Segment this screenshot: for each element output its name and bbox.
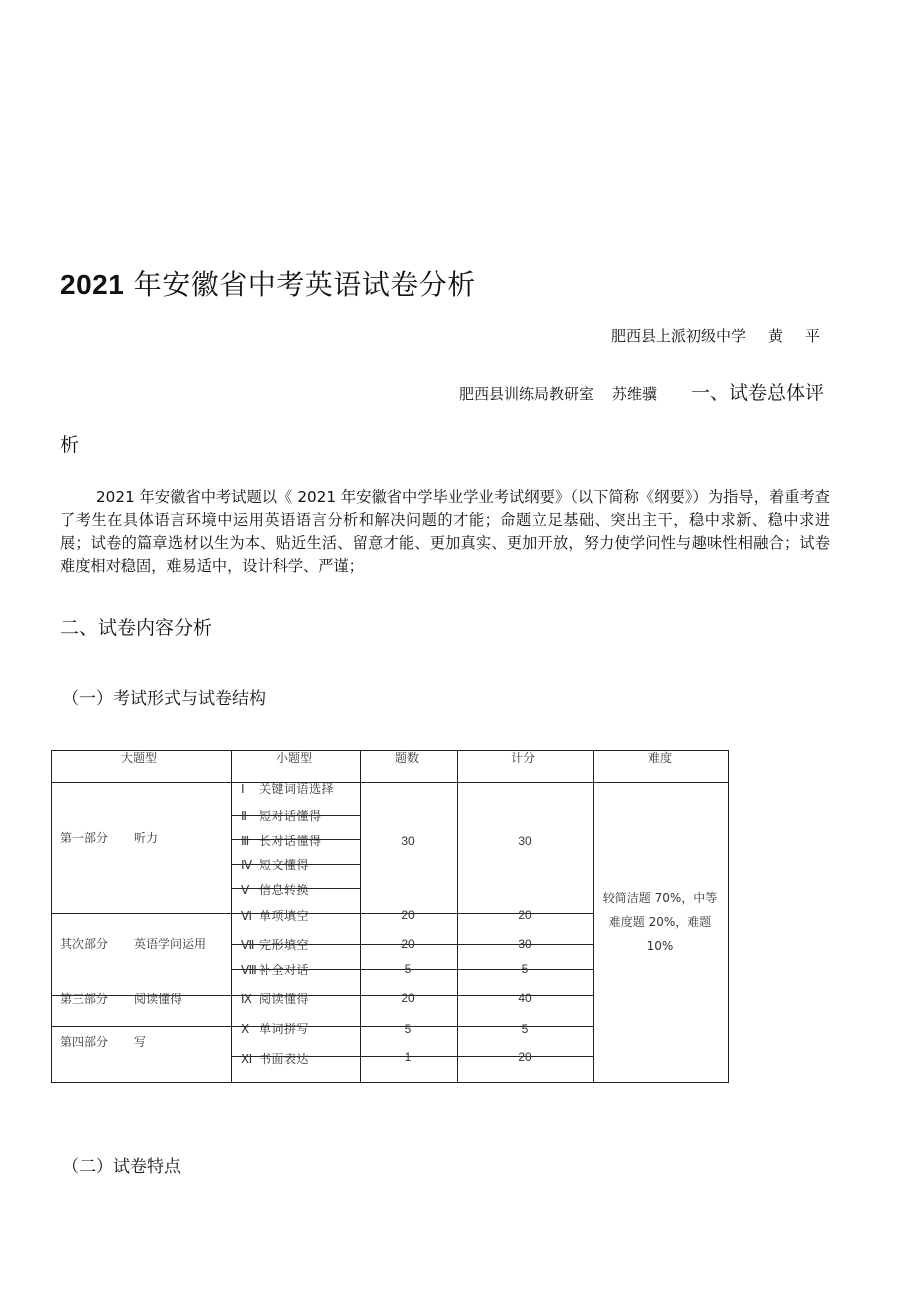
listening-count: 30	[401, 834, 415, 848]
subtype-row	[241, 780, 334, 797]
part-number: 第三部分	[60, 992, 109, 1006]
table-border-right	[728, 750, 729, 1083]
subtype-row	[241, 807, 322, 824]
header-divider	[51, 782, 729, 783]
count-cell: 20	[401, 937, 415, 951]
subtype-number: Ⅰ	[241, 782, 246, 796]
subtype-row	[241, 832, 322, 849]
score-cell: 20	[518, 908, 532, 922]
subtype-number: Ⅺ	[241, 1052, 253, 1066]
subtype-name: 短对话懂得	[259, 809, 322, 823]
subtype-name: 短文懂得	[259, 858, 310, 872]
header-major-type: 大题型	[120, 751, 158, 765]
listening-score: 30	[518, 834, 532, 848]
part-1-label	[60, 829, 158, 846]
subtype-name: 阅读懂得	[259, 992, 310, 1006]
row-divider	[51, 913, 232, 914]
part-name: 听力	[134, 831, 159, 845]
subtype-number: Ⅱ	[241, 809, 248, 823]
subtype-number: Ⅳ	[241, 858, 253, 872]
table-border-bottom	[51, 1082, 729, 1083]
subtype-name: 长对话懂得	[259, 834, 322, 848]
count-cell: 5	[404, 1022, 412, 1036]
col-divider	[593, 750, 594, 1083]
exam-structure-table	[51, 750, 729, 1083]
part-2-label	[60, 935, 206, 952]
part-3-label	[60, 990, 182, 1007]
document-title	[60, 263, 476, 303]
row-divider	[51, 1026, 232, 1027]
table-border-left	[51, 750, 52, 1083]
overview-paragraph: 2021 年安徽省中考试题以《 2021 年安徽省中学毕业学业考试纲要》（以下简称《纲要》）为指导，着重考查了考生在具体语言环境中运用英语语言分析和解决问题的才能；命题立足基础、突出主干，稳中求新、稳中求进展；试卷的篇章选材以生为本、贴近生活、留意才能、更加真实、更加开放，努力使学问性与趣味性相融合；试卷难度相对稳固，难易适中，设计科学、严谨；	[60, 488, 830, 575]
subtype-name: 书面表达	[259, 1052, 310, 1066]
author1-org: 肥西县上派初级中学	[610, 327, 746, 345]
part-number: 其次部分	[60, 937, 109, 951]
col-divider	[231, 750, 232, 1083]
subtype-number: Ⅶ	[241, 938, 255, 952]
subsection-1-heading: （一）考试形式与试卷结构	[62, 689, 266, 709]
section-2-heading: 二、试卷内容分析	[60, 617, 213, 639]
score-cell: 5	[521, 962, 529, 976]
subtype-name: 关键词语选择	[259, 782, 335, 796]
subtype-name: 单项填空	[259, 909, 310, 923]
score-cell: 30	[518, 937, 532, 951]
subtype-number: Ⅲ	[241, 834, 250, 848]
subtype-row	[241, 856, 309, 873]
count-cell: 1	[404, 1050, 412, 1064]
subtype-number: Ⅹ	[241, 1022, 250, 1036]
subtype-name: 完形填空	[259, 938, 310, 952]
difficulty-distribution: 较简洁题 70%，中等难度题 20%，难题 10%	[602, 891, 718, 953]
header-score: 计分	[510, 751, 536, 765]
subtype-row	[241, 936, 309, 953]
section-1-heading: 一、试卷总体评	[691, 382, 825, 404]
title-year: 2021	[60, 269, 125, 300]
part-number: 第一部分	[60, 831, 109, 845]
subtype-number: Ⅷ	[241, 963, 258, 977]
subtype-number: Ⅵ	[241, 909, 253, 923]
subtype-row	[241, 881, 309, 898]
title-text: 年安徽省中考英语试卷分析	[124, 268, 476, 301]
subtype-row	[241, 907, 309, 924]
subtype-row	[241, 990, 309, 1007]
count-cell: 20	[401, 991, 415, 1005]
header-count: 题数	[394, 751, 420, 765]
subtype-name: 单词拼写	[259, 1022, 310, 1036]
part-name: 阅读懂得	[134, 992, 183, 1006]
score-cell: 20	[518, 1050, 532, 1064]
count-cell: 5	[404, 962, 412, 976]
col-divider	[457, 750, 458, 1083]
col-divider	[360, 750, 361, 1083]
author-line-1	[611, 325, 842, 346]
subtype-row	[241, 1020, 309, 1037]
part-4-label	[60, 1033, 146, 1050]
subtype-number: Ⅸ	[241, 992, 253, 1006]
author1-name: 黄平	[767, 327, 842, 345]
header-difficulty: 难度	[647, 751, 673, 765]
header-minor-type: 小题型	[275, 751, 313, 765]
part-name: 写	[134, 1035, 147, 1049]
section-1-heading-cont: 析	[60, 434, 80, 456]
subtype-row	[241, 961, 309, 978]
score-cell: 40	[518, 991, 532, 1005]
score-cell: 5	[521, 1022, 529, 1036]
count-cell: 20	[401, 908, 415, 922]
subtype-name: 补全对话	[259, 963, 310, 977]
author2-org: 肥西县训练局教研室	[459, 385, 595, 403]
part-number: 第四部分	[60, 1035, 109, 1049]
part-name: 英语学问运用	[134, 937, 207, 951]
subtype-name: 信息转换	[259, 883, 310, 897]
subtype-number: Ⅴ	[241, 883, 250, 897]
author2-name: 苏维骥	[612, 385, 658, 403]
subtype-row	[241, 1050, 309, 1067]
author-line-2	[459, 383, 657, 404]
subsection-2-heading: （二）试卷特点	[62, 1157, 181, 1177]
